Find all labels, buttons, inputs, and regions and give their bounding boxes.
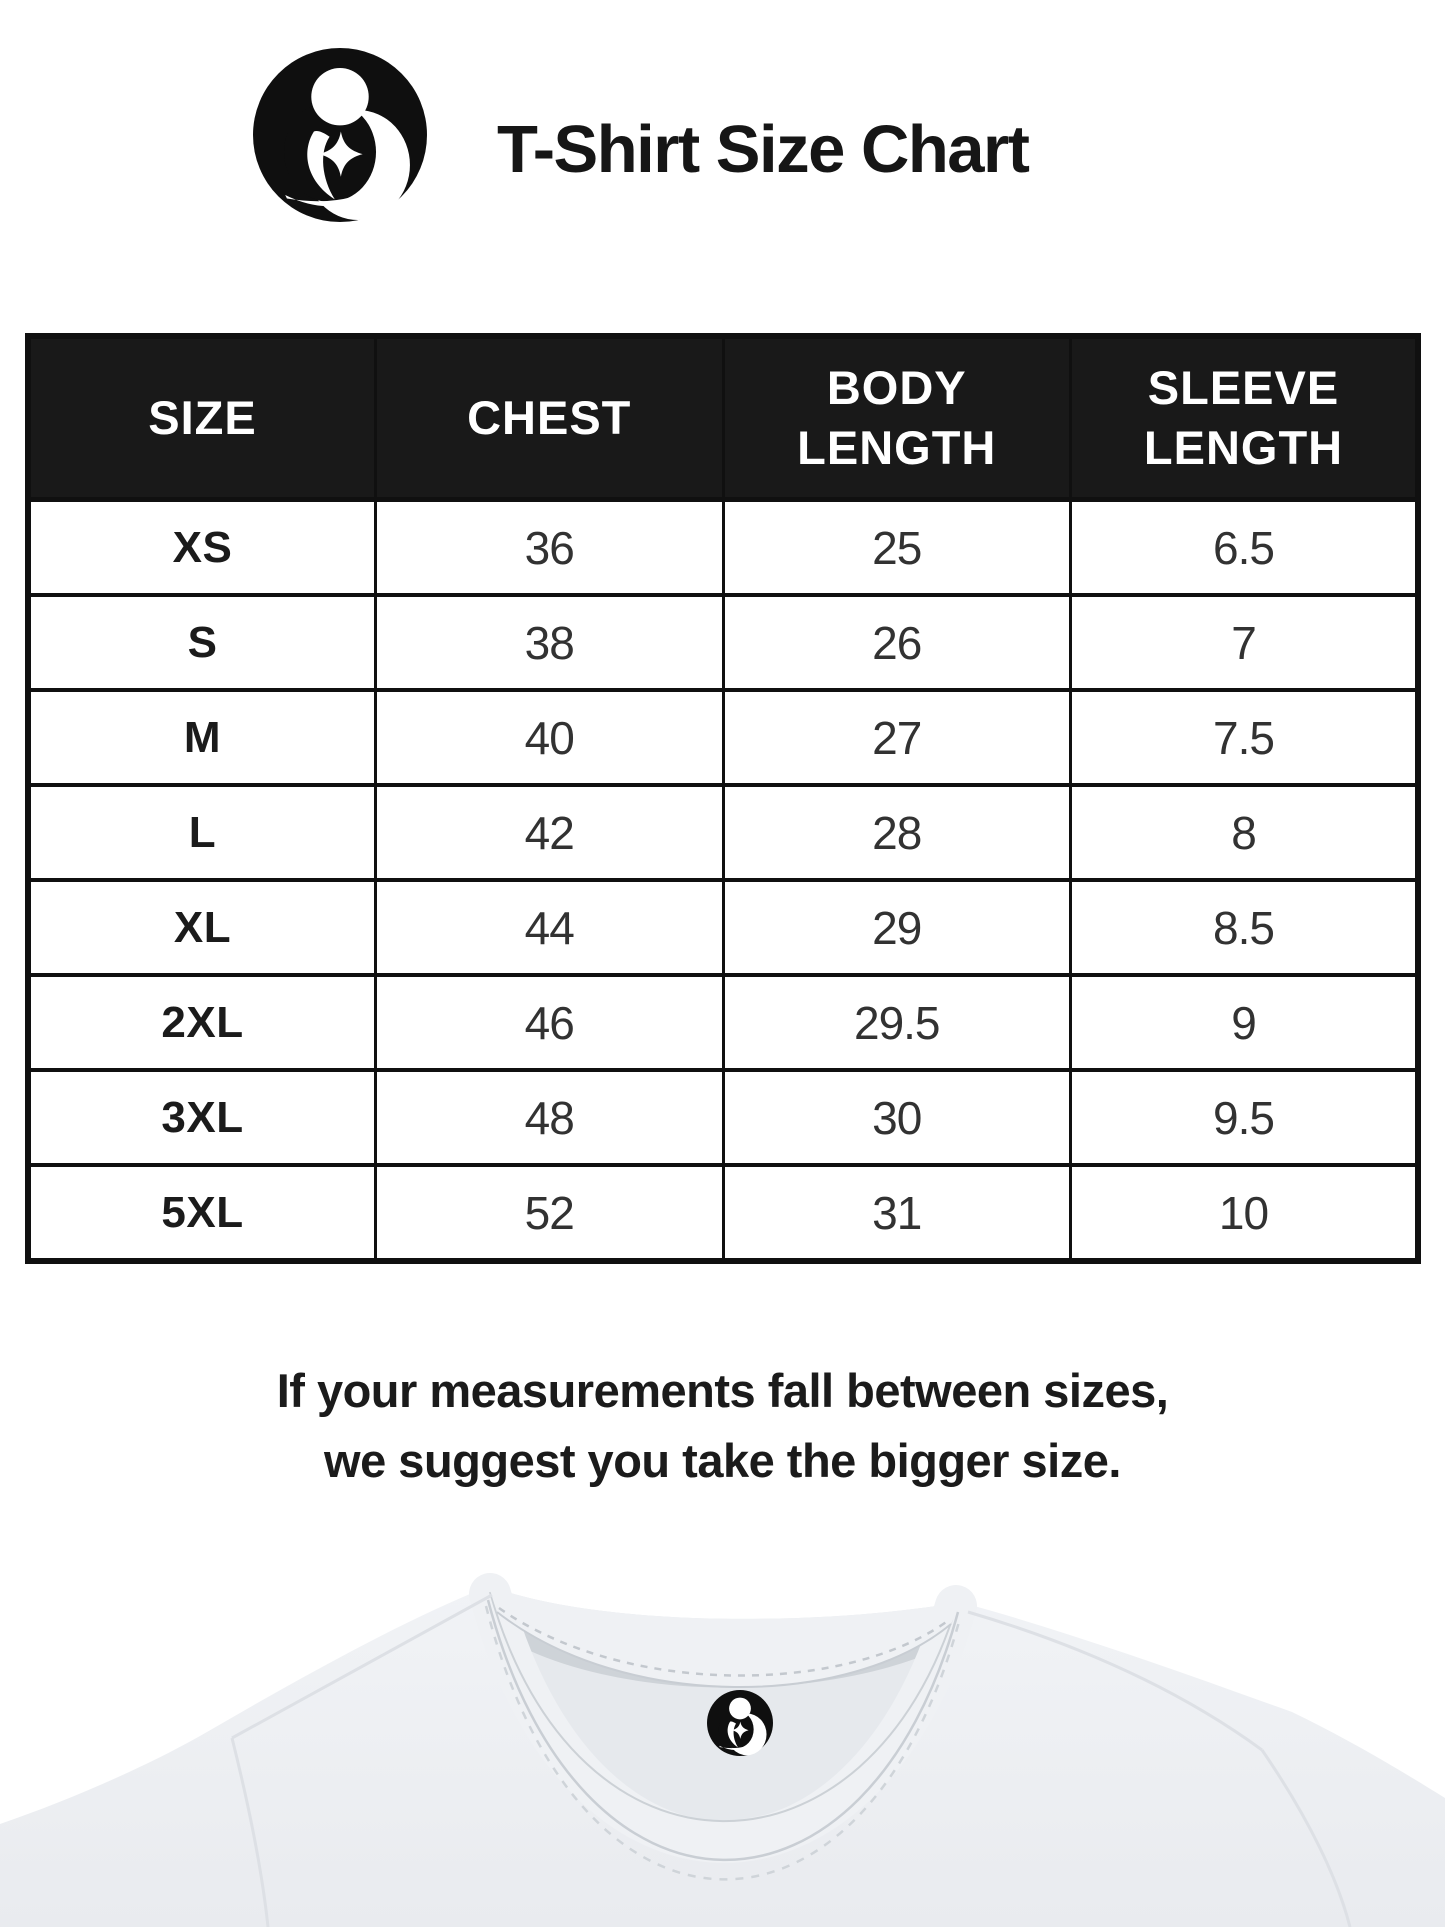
column-header: SLEEVE LENGTH [1071, 336, 1419, 500]
table-row [28, 690, 1418, 785]
column-header: CHEST [376, 336, 724, 500]
value-cell: 28 [723, 785, 1071, 880]
tshirt-photo [0, 1560, 1445, 1927]
table-row [28, 1070, 1418, 1165]
column-header: BODY LENGTH [723, 336, 1071, 500]
tshirt-collar-logo-icon [707, 1690, 773, 1756]
value-cell: 9 [1071, 975, 1419, 1070]
header-row [28, 336, 1418, 500]
table-row [28, 500, 1418, 596]
value-cell: 7.5 [1071, 690, 1419, 785]
value-cell: 27 [723, 690, 1071, 785]
table-row [28, 880, 1418, 975]
size-cell: 2XL [28, 975, 376, 1070]
size-cell: L [28, 785, 376, 880]
table-row [28, 595, 1418, 690]
value-cell: 29 [723, 880, 1071, 975]
brand-logo-icon [253, 48, 427, 222]
table-row [28, 975, 1418, 1070]
value-cell: 25 [723, 500, 1071, 596]
note-line-2: we suggest you take the bigger size. [324, 1433, 1121, 1487]
size-cell: 3XL [28, 1070, 376, 1165]
value-cell: 8.5 [1071, 880, 1419, 975]
value-cell: 48 [376, 1070, 724, 1165]
column-header: SIZE [28, 336, 376, 500]
size-cell: S [28, 595, 376, 690]
table-row [28, 1165, 1418, 1261]
value-cell: 40 [376, 690, 724, 785]
value-cell: 46 [376, 975, 724, 1070]
table-row [28, 785, 1418, 880]
value-cell: 10 [1071, 1165, 1419, 1261]
value-cell: 8 [1071, 785, 1419, 880]
value-cell: 31 [723, 1165, 1071, 1261]
value-cell: 6.5 [1071, 500, 1419, 596]
note-line-1: If your measurements fall between sizes, [276, 1364, 1169, 1417]
size-cell: XS [28, 500, 376, 596]
size-cell: M [28, 690, 376, 785]
size-cell: 5XL [28, 1165, 376, 1261]
fit-note [0, 1356, 1445, 1495]
value-cell: 52 [376, 1165, 724, 1261]
value-cell: 26 [723, 595, 1071, 690]
value-cell: 42 [376, 785, 724, 880]
page-title: T-Shirt Size Chart [497, 112, 1029, 187]
size-chart-table-wrap [25, 333, 1421, 1264]
size-cell: XL [28, 880, 376, 975]
value-cell: 36 [376, 500, 724, 596]
value-cell: 30 [723, 1070, 1071, 1165]
value-cell: 7 [1071, 595, 1419, 690]
value-cell: 38 [376, 595, 724, 690]
value-cell: 44 [376, 880, 724, 975]
value-cell: 9.5 [1071, 1070, 1419, 1165]
value-cell: 29.5 [723, 975, 1071, 1070]
size-table [25, 333, 1421, 1264]
